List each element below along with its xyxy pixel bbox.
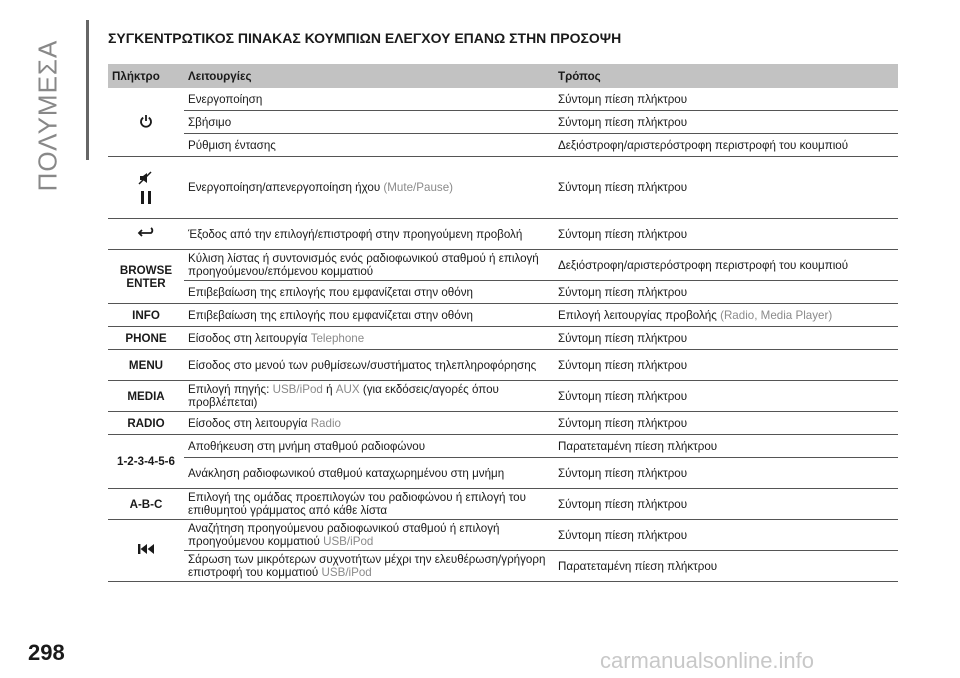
previous-function-note: USB/iPod	[323, 535, 374, 548]
table-header	[108, 64, 898, 88]
table-row	[108, 435, 898, 458]
function-cell: Επιλογή της ομάδας προεπιλογών του ραδιοφώνου ή επιλογή του επιθυμητού γράμματος από κάθε λίστα	[184, 489, 554, 520]
mute-function-text: Ενεργοποίηση/απενεργοποίηση ήχου	[188, 181, 381, 194]
mute-function-note: (Mute/Pause)	[383, 181, 453, 194]
header-mode: Τρόπος	[554, 64, 898, 88]
media-source-aux: AUX	[335, 383, 360, 396]
mode-cell: Σύντομη πίεση πλήκτρου	[554, 489, 898, 520]
key-cell-back	[108, 219, 184, 250]
mode-cell: Σύντομη πίεση πλήκτρου	[554, 458, 898, 489]
table-row	[108, 281, 898, 304]
table-row	[108, 551, 898, 582]
mode-cell: Σύντομη πίεση πλήκτρου	[554, 281, 898, 304]
mute-icon	[138, 171, 154, 185]
function-cell: Είσοδος στο μενού των ρυθμίσεων/συστήματος τηλεπληροφόρησης	[184, 350, 554, 381]
mode-cell: Σύντομη πίεση πλήκτρου	[554, 327, 898, 350]
page-title: ΣΥΓΚΕΝΤΡΩΤΙΚΟΣ ΠΙΝΑΚΑΣ ΚΟΥΜΠΙΩΝ ΕΛΕΓΧΟΥ ΕΠΑΝΩ ΣΤΗΝ ΠΡΟΣΟΨΗ	[108, 30, 622, 46]
radio-function-note: Radio	[310, 416, 341, 430]
table-row	[108, 381, 898, 412]
table-row	[108, 327, 898, 350]
key-cell-power	[108, 88, 184, 157]
function-cell: Επιβεβαίωση της επιλογής που εμφανίζεται στην οθόνη	[184, 304, 554, 327]
function-cell	[184, 551, 554, 582]
mode-cell: Δεξιόστροφη/αριστερόστροφη περιστροφή του κουμπιού	[554, 250, 898, 281]
mode-cell: Σύντομη πίεση πλήκτρου	[554, 219, 898, 250]
table-row	[108, 88, 898, 111]
table-row	[108, 250, 898, 281]
mode-cell: Δεξιόστροφη/αριστερόστροφη περιστροφή του κουμπιού	[554, 134, 898, 157]
mode-cell	[554, 304, 898, 327]
table-row	[108, 458, 898, 489]
key-cell-phone: PHONE	[108, 327, 184, 350]
page-number: 298	[28, 640, 65, 665]
key-cell-info: INFO	[108, 304, 184, 327]
media-function-note: (για εκδόσεις/αγορές όπου προβλέπεται)	[188, 383, 499, 409]
key-cell-previous	[108, 520, 184, 582]
function-cell: Ανάκληση ραδιοφωνικού σταθμού καταχωρημένου στη μνήμη	[184, 458, 554, 489]
side-tab	[0, 0, 96, 678]
table-row	[108, 350, 898, 381]
function-cell: Έξοδος από την επιλογή/επιστροφή στην προηγούμενη προβολή	[184, 219, 554, 250]
previous-track-icon	[137, 543, 155, 555]
table-row	[108, 489, 898, 520]
info-mode-note: (Radio, Media Player)	[720, 308, 833, 322]
scan-function-note: USB/iPod	[321, 566, 372, 579]
mode-cell: Σύντομη πίεση πλήκτρου	[554, 111, 898, 134]
table-row	[108, 304, 898, 327]
table-row	[108, 219, 898, 250]
mode-cell: Σύντομη πίεση πλήκτρου	[554, 520, 898, 551]
function-cell: Σβήσιμο	[184, 111, 554, 134]
function-cell	[184, 412, 554, 435]
key-cell-abc: A-B-C	[108, 489, 184, 520]
controls-table	[108, 64, 898, 582]
mode-cell: Παρατεταμένη πίεση πλήκτρου	[554, 551, 898, 582]
watermark: carmanualsonline.info	[600, 648, 815, 673]
mode-cell: Σύντομη πίεση πλήκτρου	[554, 157, 898, 219]
table-row	[108, 157, 898, 219]
info-mode-text: Επιλογή λειτουργίας προβολής	[558, 308, 717, 322]
function-cell	[184, 327, 554, 350]
key-cell-browse: BROWSE ENTER	[108, 250, 184, 304]
scan-function-text: Σάρωση των μικρότερων συχνοτήτων μέχρι την ελευθέρωση/γρήγορη επιστροφή του κομματιού	[188, 553, 546, 579]
mode-cell: Σύντομη πίεση πλήκτρου	[554, 412, 898, 435]
function-cell: Αποθήκευση στη μνήμη σταθμού ραδιοφώνου	[184, 435, 554, 458]
mode-cell: Παρατεταμένη πίεση πλήκτρου	[554, 435, 898, 458]
header-key: Πλήκτρο	[108, 64, 184, 88]
table-row	[108, 134, 898, 157]
phone-function-note: Telephone	[310, 331, 365, 345]
table-row	[108, 412, 898, 435]
side-divider	[86, 20, 89, 160]
function-cell	[184, 157, 554, 219]
media-function-text: Επιλογή πηγής:	[188, 383, 270, 396]
key-cell-media: MEDIA	[108, 381, 184, 412]
media-function-or: ή	[326, 383, 333, 396]
function-cell: Ρύθμιση έντασης	[184, 134, 554, 157]
mode-cell: Σύντομη πίεση πλήκτρου	[554, 381, 898, 412]
key-cell-presets: 1-2-3-4-5-6	[108, 435, 184, 489]
function-cell: Ενεργοποίηση	[184, 88, 554, 111]
key-cell-mute	[108, 157, 184, 219]
mode-cell: Σύντομη πίεση πλήκτρου	[554, 350, 898, 381]
section-label: ΠΟΛΥΜΕΣΑ	[32, 39, 63, 192]
function-cell	[184, 520, 554, 551]
function-cell	[184, 381, 554, 412]
phone-function-text: Είσοδος στη λειτουργία	[188, 331, 308, 345]
media-source-usb: USB/iPod	[272, 383, 323, 396]
previous-function-text: Αναζήτηση προηγούμενου ραδιοφωνικού σταθμού ή επιλογή προηγούμενου κομματιού	[188, 522, 500, 548]
mode-cell: Σύντομη πίεση πλήκτρου	[554, 88, 898, 111]
function-cell: Κύλιση λίστας ή συντονισμός ενός ραδιοφωνικού σταθμού ή επιλογή προηγούμενου/επόμενου κομματιού	[184, 250, 554, 281]
power-icon	[139, 114, 153, 128]
key-cell-radio: RADIO	[108, 412, 184, 435]
function-cell: Επιβεβαίωση της επιλογής που εμφανίζεται στην οθόνη	[184, 281, 554, 304]
back-return-icon	[136, 227, 156, 239]
radio-function-text: Είσοδος στη λειτουργία	[188, 416, 308, 430]
header-function: Λειτουργίες	[184, 64, 554, 88]
table-row	[108, 520, 898, 551]
table-row	[108, 111, 898, 134]
key-cell-menu: MENU	[108, 350, 184, 381]
pause-icon	[140, 191, 152, 204]
